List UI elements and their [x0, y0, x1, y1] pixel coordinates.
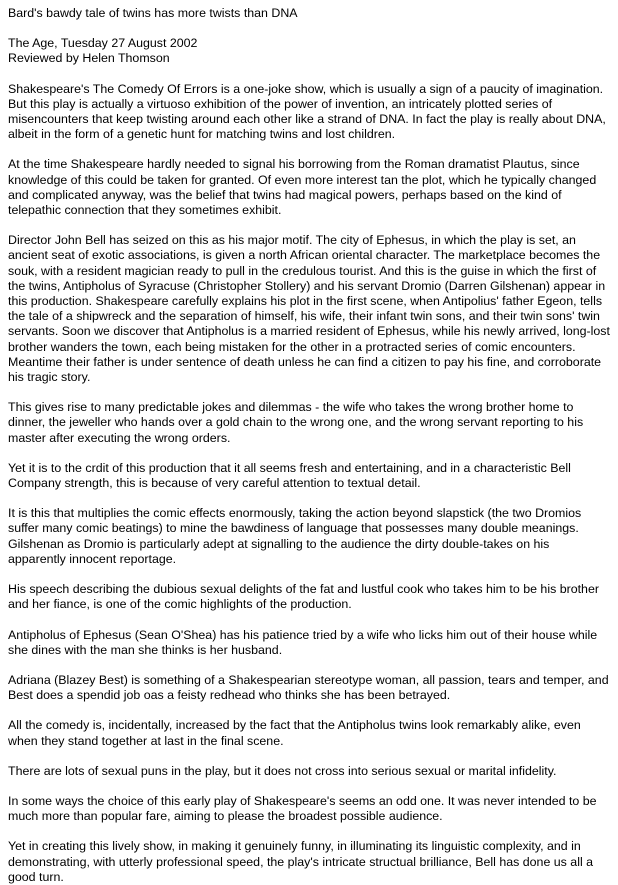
body-paragraph: Director John Bell has seized on this as his major motif. The city of Ephesus, in which the play is set, an ancient seat of exotic associations, is given a north African oriental character. The marketplace becomes the souk, with a resident magician ready to pull in the credulous tourist. And this is the guise in which the first of the twins, Antipholus of Syracuse (Christopher Stollery) and his servant Dromio (Darren Gilshenan) appear in this production. Shakespeare carefully explains his plot in the first scene, when Antipolius' father Egeon, tells the tale of a shipwreck and the separation of himself, his wife, their infant twin sons, and their twin sons' twin servants. Soon we discover that Antipholus is a married resident of Ephesus, while his newly arrived, long-lost brother wanders the town, each being mistaken for the other in a protracted series of comic encounters. Meantime their father is under sentence of death unless he can find a citizen to pay his fine, and corroborate his tragic story.: [8, 233, 610, 385]
body-paragraph: All the comedy is, incidentally, increased by the fact that the Antipholus twins look remarkably alike, even when they stand together at last in the final scene.: [8, 718, 581, 748]
body-paragraph: Antipholus of Ephesus (Sean O'Shea) has his patience tried by a wife who licks him out of their house while she dines with the man she thinks is her husband.: [8, 627, 598, 657]
source-line: The Age, Tuesday 27 August 2002: [8, 36, 198, 51]
body-paragraph: In some ways the choice of this early play of Shakespeare's seems an odd one. It was never intended to be much more than popular fare, aiming to please the broadest possible audience.: [8, 793, 597, 824]
body-paragraph: His speech describing the dubious sexual delights of the fat and lustful cook who takes him to be his brother and her fiance, is one of the comic highlights of the production.: [8, 582, 599, 612]
article-byline: [8, 36, 610, 66]
article-title: Bard's bawdy tale of twins has more twists than DNA: [8, 6, 298, 20]
body-paragraph: Shakespeare's The Comedy Of Errors is a one-joke show, which is usually a sign of a paucity of imagination. But this play is actually a virtuoso exhibition of the power of invention, an intricately plotted series of misencounters that keep twisting around each other like a strand of DNA. In fact the play is really about DNA, albeit in the form of a genetic hunt for matching twins and lost children.: [8, 81, 606, 142]
body-paragraph: Yet it is to the crdit of this production that it all seems fresh and entertaining, and in a characteristic Bell Company strength, this is because of very careful attention to textual detail.: [8, 460, 571, 491]
body-paragraph: Yet in creating this lively show, in making it genuinely funny, in illuminating its linguistic complexity, and in demonstrating, with utterly professional speed, the play's intricate structual brilliance, Bell has done us all a good turn.: [8, 839, 594, 884]
reviewer-line: Reviewed by Helen Thomson: [8, 51, 170, 66]
body-paragraph: At the time Shakespeare hardly needed to signal his borrowing from the Roman dramatist Plautus, since knowledge of this could be taken for granted. Of even more interest tan the plot, which he typically changed and complicated anyway, was the belief that twins had magical powers, perhaps based on the kind of telepathic connection that they sometimes exhibit.: [8, 157, 597, 218]
review-document: [8, 6, 610, 885]
body-paragraph: There are lots of sexual puns in the play, but it does not cross into serious sexual or marital infidelity.: [8, 763, 557, 778]
body-paragraph: It is this that multiplies the comic effects enormously, taking the action beyond slapstick (the two Dromios suffer many comic beatings) to mine the bawdiness of language that possesses many double meanings. Gilshenan as Dromio is particularly adept at signalling to the audience the dirty double-takes on his apparently innocent reportage.: [8, 506, 582, 566]
body-paragraph: This gives rise to many predictable jokes and dilemmas - the wife who takes the wrong brother home to dinner, the jeweller who hands over a gold chain to the wrong one, and the wrong servant reporting to his master after executing the wrong orders.: [8, 400, 584, 445]
body-paragraph: Adriana (Blazey Best) is something of a Shakespearian stereotype woman, all passion, tears and temper, and Best does a spendid job oas a feisty redhead who thinks she has been betrayed.: [8, 672, 609, 703]
article-body: [8, 82, 610, 885]
